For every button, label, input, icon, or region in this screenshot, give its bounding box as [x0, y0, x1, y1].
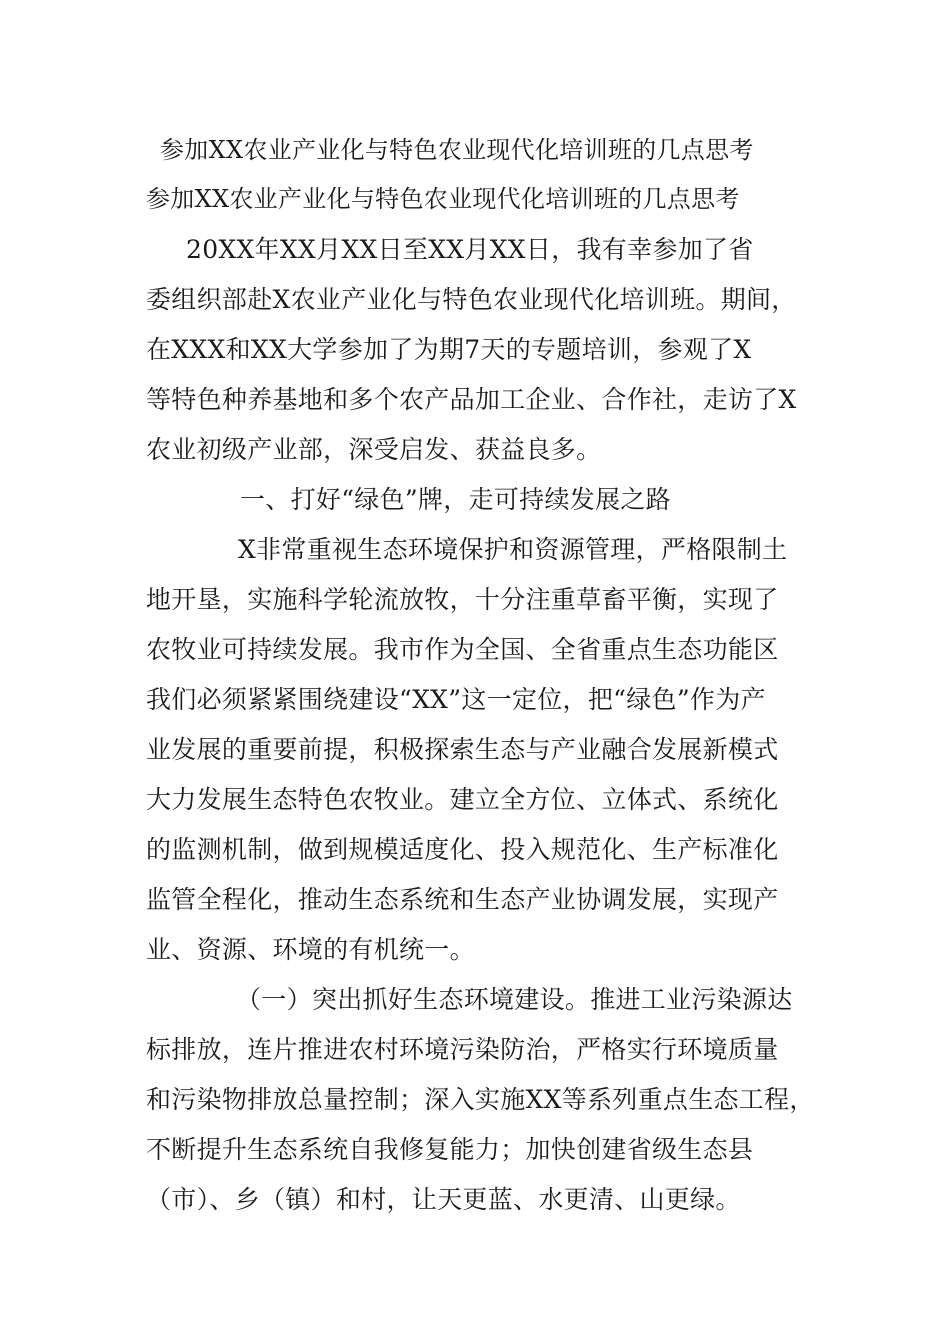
section-body-line: 我们必须紧紧围绕建设“XX”这一定位，把“绿色”作为产	[146, 685, 766, 714]
section-body-line: 监管全程化，推动生态系统和生态产业协调发展，实现产	[146, 885, 779, 914]
subsection-body-line: （一）突出抓好生态环境建设。推进工业污染源达	[236, 985, 793, 1014]
subsection-body-line: 不断提升生态系统自我修复能力；加快创建省级生态县	[146, 1135, 754, 1164]
subsection-body-line: （市）、乡（镇）和村，让天更蓝、水更清、山更绿。	[146, 1185, 741, 1214]
section-body-line: X非常重视生态环境保护和资源管理，严格限制土	[238, 535, 788, 564]
document-title-line-1: 参加XX农业产业化与特色农业现代化培训班的几点思考	[160, 136, 754, 164]
intro-line: 农业初级产业部，深受启发、获益良多。	[146, 435, 602, 464]
intro-line: 委组织部赴X农业产业化与特色农业现代化培训班。期间，	[146, 285, 797, 314]
section-body-line: 业、资源、环境的有机统一。	[146, 935, 475, 964]
subsection-body-line: 标排放，连片推进农村环境污染防治，严格实行环境质量	[146, 1035, 779, 1064]
section-heading: 一、打好“绿色”牌，走可持续发展之路	[240, 485, 671, 514]
section-body-line: 的监测机制，做到规模适度化、投入规范化、生产标准化	[146, 835, 779, 864]
intro-line: 20XX年XX月XX日至XX月XX日，我有幸参加了省	[186, 235, 754, 264]
section-body-line: 农牧业可持续发展。我市作为全国、全省重点生态功能区	[146, 635, 779, 664]
section-body-line: 业发展的重要前提，积极探索生态与产业融合发展新模式	[146, 735, 779, 764]
subsection-body-line: 和污染物排放总量控制；深入实施XX等系列重点生态工程，	[146, 1085, 815, 1114]
intro-line: 在XXX和XX大学参加了为期7天的专题培训，参观了X	[146, 335, 752, 364]
section-body-line: 地开垦，实施科学轮流放牧，十分注重草畜平衡，实现了	[146, 585, 779, 614]
section-body-line: 大力发展生态特色农牧业。建立全方位、立体式、系统化	[146, 785, 779, 814]
document-title-line-2: 参加XX农业产业化与特色农业现代化培训班的几点思考	[146, 185, 740, 213]
intro-line: 等特色种养基地和多个农产品加工企业、合作社，走访了X	[146, 385, 797, 414]
